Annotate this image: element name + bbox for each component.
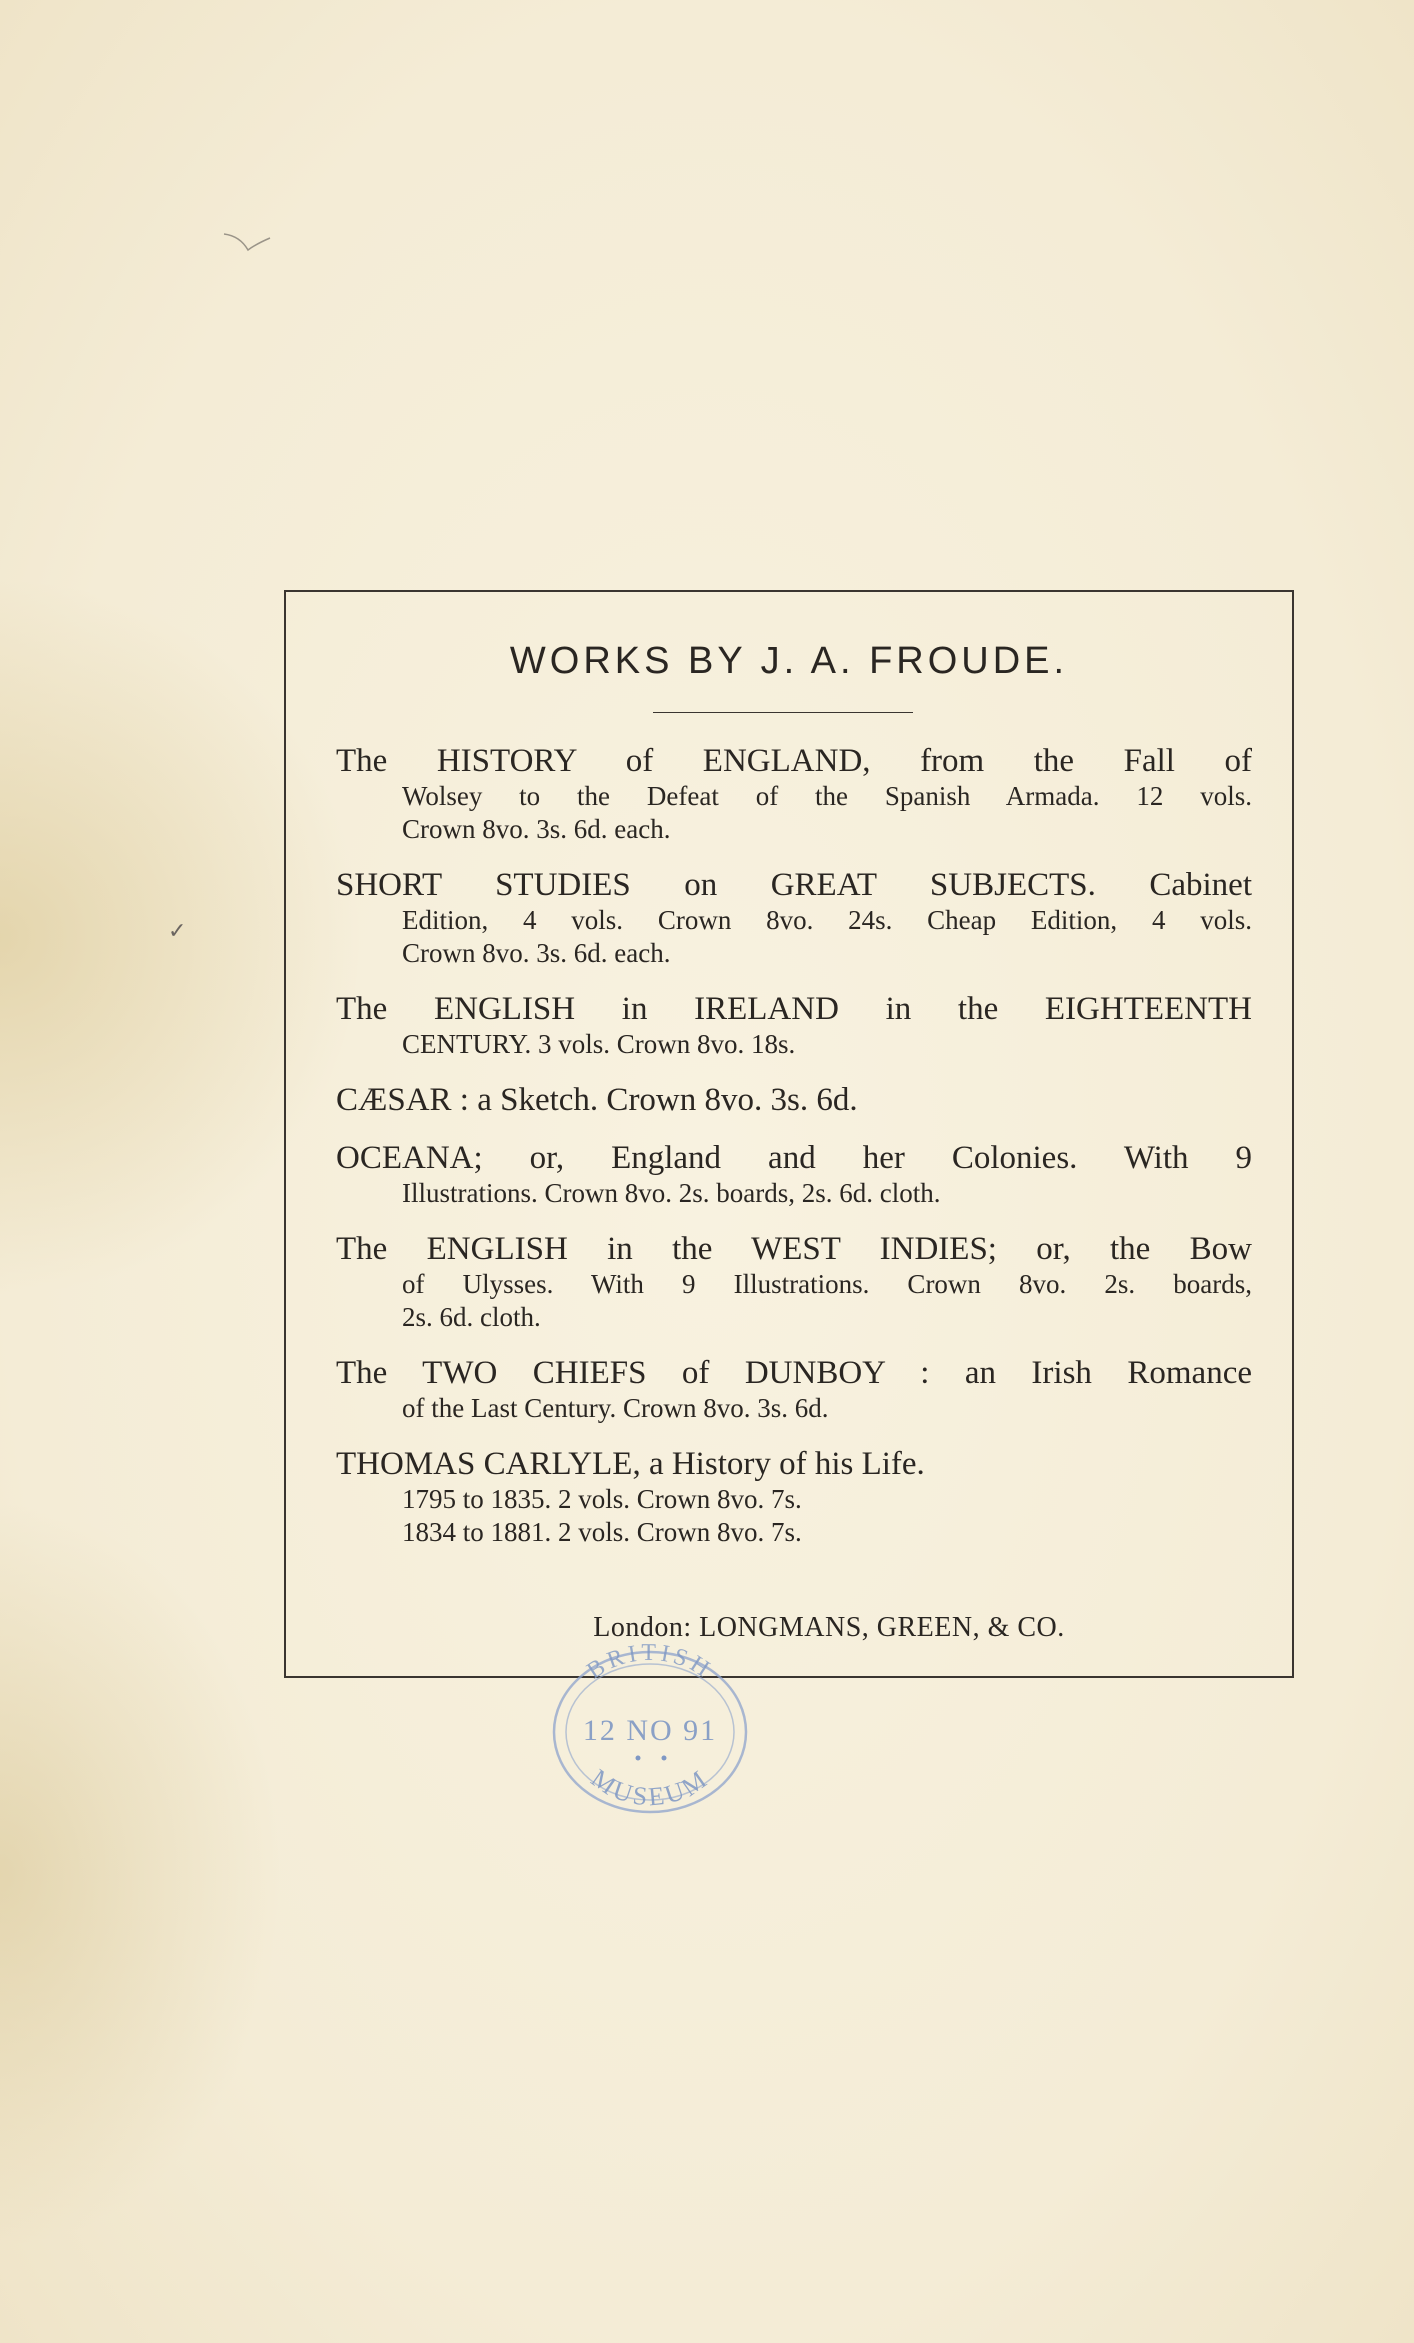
entry-thomas-carlyle <box>336 1445 1252 1549</box>
svg-text:MUSEUM <box>586 1763 714 1811</box>
entry-detail: Illustrations. Crown 8vo. 2s. boards, 2s. 6d. cloth. <box>402 1178 941 1208</box>
entry-detail: Wolsey to the Defeat of the Spanish Armada. 12 vols. <box>402 781 1252 811</box>
entry-detail: Crown 8vo. 3s. 6d. each. <box>402 938 671 968</box>
entry-caesar <box>336 1081 1252 1119</box>
entry-detail: of the Last Century. Crown 8vo. 3s. 6d. <box>402 1393 829 1423</box>
entry-english-in-ireland <box>336 990 1252 1061</box>
entry-detail: Crown 8vo. 3s. 6d. each. <box>402 814 671 844</box>
entry-detail: CENTURY. 3 vols. Crown 8vo. 18s. <box>402 1029 796 1059</box>
entry-title: OCEANA; or, England and her Colonies. With 9 <box>336 1140 1252 1176</box>
entry-two-chiefs-of-dunboy <box>336 1354 1252 1425</box>
pencil-mark <box>222 224 282 264</box>
entry-detail: of Ulysses. With 9 Illustrations. Crown 8vo. 2s. boards, <box>402 1269 1252 1299</box>
margin-tick-mark: ✓ <box>168 918 187 943</box>
entry-title: SHORT STUDIES on GREAT SUBJECTS. Cabinet <box>336 867 1252 903</box>
entry-history-of-england <box>336 742 1252 846</box>
stamp-bottom-text: MUSEUM <box>585 1763 715 1812</box>
publisher-imprint: London: LONGMANS, GREEN, & CO. <box>593 1612 1065 1643</box>
entry-west-indies <box>336 1230 1252 1334</box>
advertisement-box <box>284 590 1294 1678</box>
entry-title: The ENGLISH in IRELAND in the EIGHTEENTH <box>336 991 1252 1027</box>
entry-detail: Edition, 4 vols. Crown 8vo. 24s. Cheap Edition, 4 vols. <box>402 905 1252 935</box>
stamp-top-text: BRITISH <box>582 1640 718 1685</box>
entry-detail: 1834 to 1881. 2 vols. Crown 8vo. 7s. <box>402 1517 802 1547</box>
heading: WORKS BY J. A. FROUDE. <box>509 640 1069 682</box>
entry-title: CÆSAR : a Sketch. Crown 8vo. 3s. 6d. <box>336 1082 858 1118</box>
entries-list <box>336 742 1252 1569</box>
entry-short-studies <box>336 866 1252 970</box>
svg-text:BRITISH <box>583 1640 718 1685</box>
entry-detail: 2s. 6d. cloth. <box>402 1302 541 1332</box>
entry-oceana <box>336 1139 1252 1210</box>
entry-title: The HISTORY of ENGLAND, from the Fall of <box>336 743 1252 779</box>
entry-detail: 1795 to 1835. 2 vols. Crown 8vo. 7s. <box>402 1484 802 1514</box>
library-stamp <box>540 1640 760 1820</box>
entry-title: THOMAS CARLYLE, a History of his Life. <box>336 1446 925 1482</box>
entry-title: The TWO CHIEFS of DUNBOY : an Irish Romance <box>336 1355 1252 1391</box>
heading-rule <box>653 712 913 713</box>
entry-title: The ENGLISH in the WEST INDIES; or, the Bow <box>336 1231 1252 1267</box>
stamp-date: 12 NO 91 <box>582 1714 718 1747</box>
